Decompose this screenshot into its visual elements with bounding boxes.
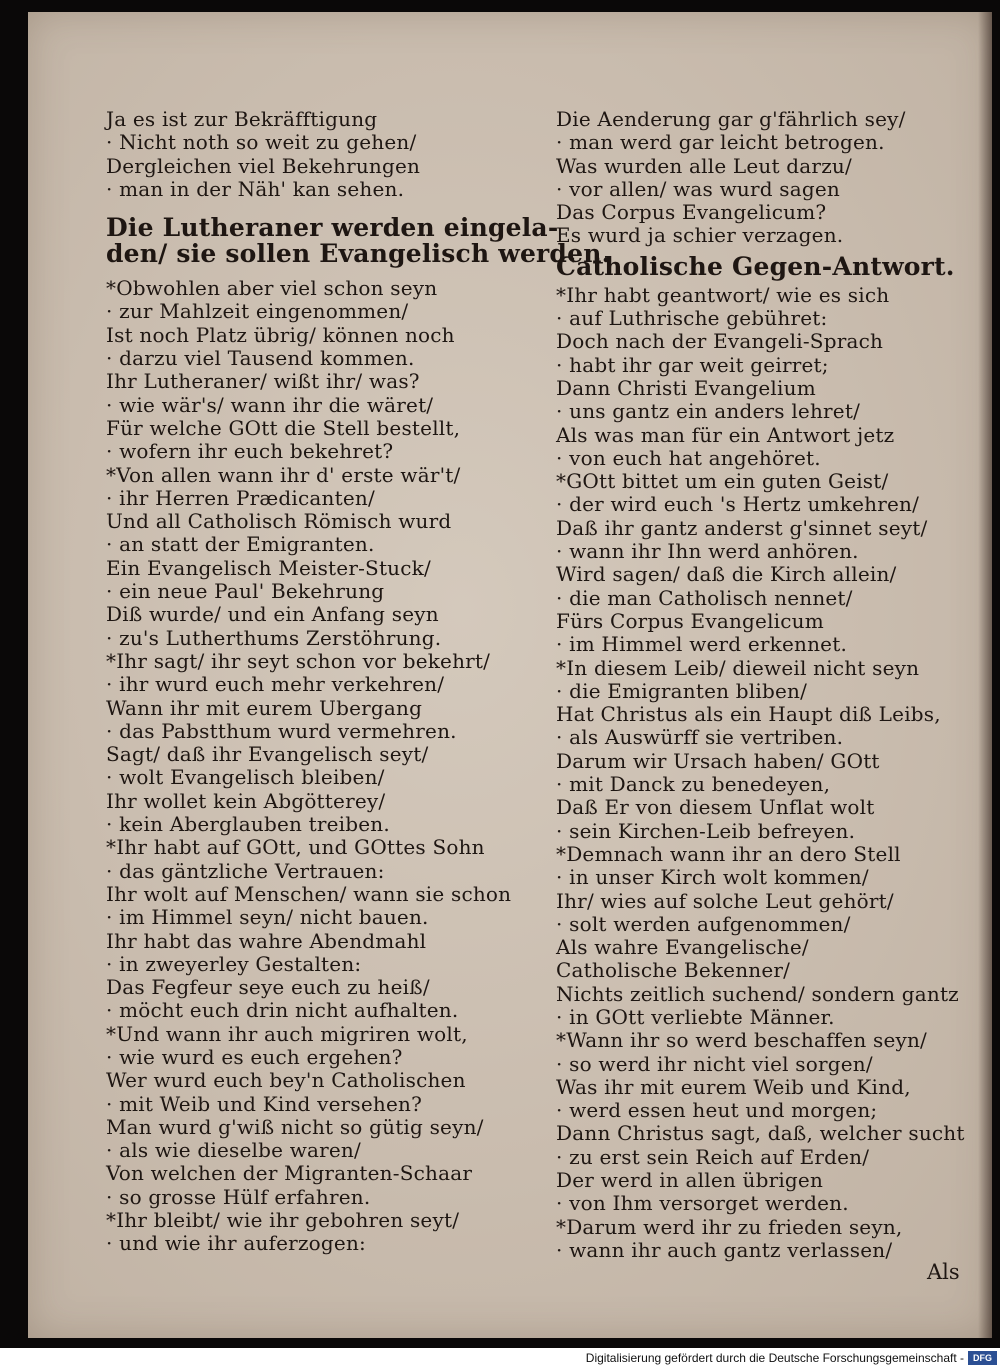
verse-line: Es wurd ja schier verzagen. <box>556 223 844 248</box>
verse-line: · die man Catholisch nennet/ <box>556 585 853 610</box>
verse-line: *GOtt bittet um ein guten Geist/ <box>556 469 889 494</box>
verse-line: Von welchen der Migranten-Schaar <box>106 1161 473 1186</box>
verse-line: · mit Weib und Kind versehen? <box>106 1091 423 1116</box>
verse-line: · wofern ihr euch bekehret? <box>106 439 394 464</box>
verse-line: Man wurd g'wiß nicht so gütig seyn/ <box>106 1114 484 1139</box>
verse-line: Ihr Lutheraner/ wißt ihr/ was? <box>106 369 420 394</box>
verse-line: *In diesem Leib/ dieweil nicht seyn <box>556 655 920 680</box>
verse-line: · von euch hat angehöret. <box>556 445 821 470</box>
verse-line: · das Pabstthum wurd vermehren. <box>106 718 457 743</box>
verse-line: Ein Evangelisch Meister-Stuck/ <box>106 555 431 580</box>
verse-line: · in unser Kirch wolt kommen/ <box>556 865 869 890</box>
right-section-heading: Catholische Gegen-Antwort. <box>556 251 955 281</box>
verse-line: Ja es ist zur Bekräfftigung <box>106 107 378 131</box>
left-column <box>106 107 611 1256</box>
verse-line: *Ihr habt geantwort/ wie es sich <box>556 282 890 307</box>
verse-line: Daß Er von diesem Unflat wolt <box>556 795 875 820</box>
verse-line: · Nicht noth so weit zu gehen/ <box>106 130 417 155</box>
verse-line: · mit Danck zu benedeyen, <box>556 772 831 797</box>
verse-line: · vor allen/ was wurd sagen <box>556 176 840 201</box>
verse-line: · die Emigranten bliben/ <box>556 678 808 703</box>
dfg-logo: DFG <box>968 1351 997 1365</box>
verse-line: Wer wurd euch bey'n Catholischen <box>106 1068 466 1093</box>
verse-line: · von Ihm versorget werden. <box>556 1191 849 1216</box>
catchword: Als <box>927 1260 960 1284</box>
verse-line: *Ihr habt auf GOtt, und GOttes Sohn <box>106 835 485 860</box>
verse-line: · zu's Lutherthums Zerstöhrung. <box>106 625 442 650</box>
verse-line: · in GOtt verliebte Männer. <box>556 1004 835 1029</box>
heading-line: Die Lutheraner werden eingela- <box>106 213 559 243</box>
verse-line: · im Himmel werd erkennet. <box>556 632 848 657</box>
verse-line: Sagt/ daß ihr Evangelisch seyt/ <box>106 742 429 767</box>
verse-line: Das Corpus Evangelicum? <box>556 200 827 225</box>
verse-line: · uns gantz ein anders lehret/ <box>556 399 861 424</box>
verse-line: · ein neue Paul' Bekehrung <box>106 579 385 604</box>
verse-line: *Von allen wann ihr d' erste wär't/ <box>106 462 461 487</box>
verse-line: Das Fegfeur seye euch zu heiß/ <box>106 975 430 1000</box>
verse-line: · als Auswürff sie vertriben. <box>556 725 844 750</box>
verse-line: Dann Christus sagt, daß, welcher sucht <box>556 1121 965 1146</box>
left-verse-top <box>106 108 558 201</box>
verse-line: Hat Christus als ein Haupt diß Leibs, <box>556 702 941 727</box>
verse-line: Ist noch Platz übrig/ können noch <box>106 322 455 347</box>
verse-line: · so grosse Hülf erfahren. <box>106 1184 371 1209</box>
verse-line: Nichts zeitlich suchend/ sondern gantz <box>556 981 959 1006</box>
footer-bar <box>0 1348 1000 1369</box>
verse-line: · und wie ihr auferzogen: <box>106 1231 366 1256</box>
verse-line: Wann ihr mit eurem Ubergang <box>106 695 423 720</box>
verse-line: · in zweyerley Gestalten: <box>106 951 362 976</box>
verse-line: Für welche GOtt die Stell bestellt, <box>106 415 461 440</box>
verse-line: · wie wär's/ wann ihr die wäret/ <box>106 392 434 417</box>
verse-line: · wann ihr Ihn werd anhören. <box>556 539 859 564</box>
verse-line: *Und wann ihr auch migriren wolt, <box>106 1021 468 1046</box>
verse-line: Dergleichen viel Bekehrungen <box>106 153 421 178</box>
verse-line: Ihr habt das wahre Abendmahl <box>106 928 427 953</box>
verse-line: Wird sagen/ daß die Kirch allein/ <box>556 562 897 587</box>
left-verse-body <box>106 277 558 1255</box>
verse-line: Was ihr mit eurem Weib und Kind, <box>556 1074 911 1099</box>
verse-line: · im Himmel seyn/ nicht bauen. <box>106 905 429 930</box>
verse-line: Dann Christi Evangelium <box>556 375 816 400</box>
verse-line: · möcht euch drin nicht aufhalten. <box>106 998 459 1023</box>
verse-line: · zu erst sein Reich auf Erden/ <box>556 1144 870 1169</box>
footer-credit: Digitalisierung gefördert durch die Deutsche Forschungsgemeinschaft - <box>585 1351 964 1365</box>
verse-line: Ihr wolt auf Menschen/ wann sie schon <box>106 881 512 906</box>
verse-line: Doch nach der Evangeli-Sprach <box>556 329 884 354</box>
verse-line: · ihr Herren Prædicanten/ <box>106 485 375 510</box>
verse-line: Was wurden alle Leut darzu/ <box>556 153 852 178</box>
verse-line: · das gäntzliche Vertrauen: <box>106 858 385 883</box>
verse-line: · so werd ihr nicht viel sorgen/ <box>556 1051 873 1076</box>
scanned-page <box>28 12 992 1338</box>
verse-line: Catholische Bekenner/ <box>556 958 791 983</box>
verse-line: *Obwohlen aber viel schon seyn <box>106 276 438 301</box>
verse-line: · wolt Evangelisch bleiben/ <box>106 765 385 790</box>
verse-line: Fürs Corpus Evangelicum <box>556 608 824 633</box>
verse-line: · ihr wurd euch mehr verkehren/ <box>106 672 445 697</box>
right-verse-body <box>556 284 976 1262</box>
verse-line: Und all Catholisch Römisch wurd <box>106 509 452 534</box>
heading-line: den/ sie sollen Evangelisch werden. <box>106 239 611 269</box>
verse-line: · sein Kirchen-Leib befreyen. <box>556 818 856 843</box>
verse-line: *Wann ihr so werd beschaffen seyn/ <box>556 1028 927 1053</box>
verse-line: Darum wir Ursach haben/ GOtt <box>556 748 880 773</box>
verse-line: · auf Luthrische gebühret: <box>556 306 828 331</box>
verse-line: · solt werden aufgenommen/ <box>556 911 851 936</box>
verse-line: Daß ihr gantz anderst g'sinnet seyt/ <box>556 515 928 540</box>
verse-line: · darzu viel Tausend kommen. <box>106 346 415 371</box>
verse-line: Die Aenderung gar g'fährlich sey/ <box>556 107 906 131</box>
verse-line: Ihr/ wies auf solche Leut gehört/ <box>556 888 894 913</box>
verse-line: Der werd in allen übrigen <box>556 1168 824 1193</box>
verse-line: · werd essen heut und morgen; <box>556 1098 878 1123</box>
verse-line: *Demnach wann ihr an dero Stell <box>556 841 901 866</box>
verse-line: · man in der Näh' kan sehen. <box>106 176 405 201</box>
verse-line: · zur Mahlzeit eingenommen/ <box>106 299 409 324</box>
verse-line: · an statt der Emigranten. <box>106 532 375 557</box>
verse-line: · wie wurd es euch ergehen? <box>106 1044 403 1069</box>
verse-line: *Darum werd ihr zu frieden seyn, <box>556 1214 903 1239</box>
verse-line: · als wie dieselbe waren/ <box>106 1138 361 1163</box>
left-section-heading <box>106 213 611 269</box>
verse-line: Als wahre Evangelische/ <box>556 935 809 960</box>
verse-line: · wann ihr auch gantz verlassen/ <box>556 1237 893 1262</box>
verse-line: · habt ihr gar weit geirret; <box>556 352 829 377</box>
verse-line: Ihr wollet kein Abgötterey/ <box>106 788 386 813</box>
right-verse-top <box>556 108 976 248</box>
verse-line: · man werd gar leicht betrogen. <box>556 130 885 155</box>
verse-line: · kein Aberglauben treiben. <box>106 812 390 837</box>
verse-line: *Ihr bleibt/ wie ihr gebohren seyt/ <box>106 1208 460 1233</box>
verse-line: *Ihr sagt/ ihr seyt schon vor bekehrt/ <box>106 648 491 673</box>
verse-line: · der wird euch 's Hertz umkehren/ <box>556 492 920 517</box>
verse-line: Diß wurde/ und ein Anfang seyn <box>106 602 439 627</box>
verse-line: Als was man für ein Antwort jetz <box>556 422 895 447</box>
right-column <box>556 108 976 1262</box>
